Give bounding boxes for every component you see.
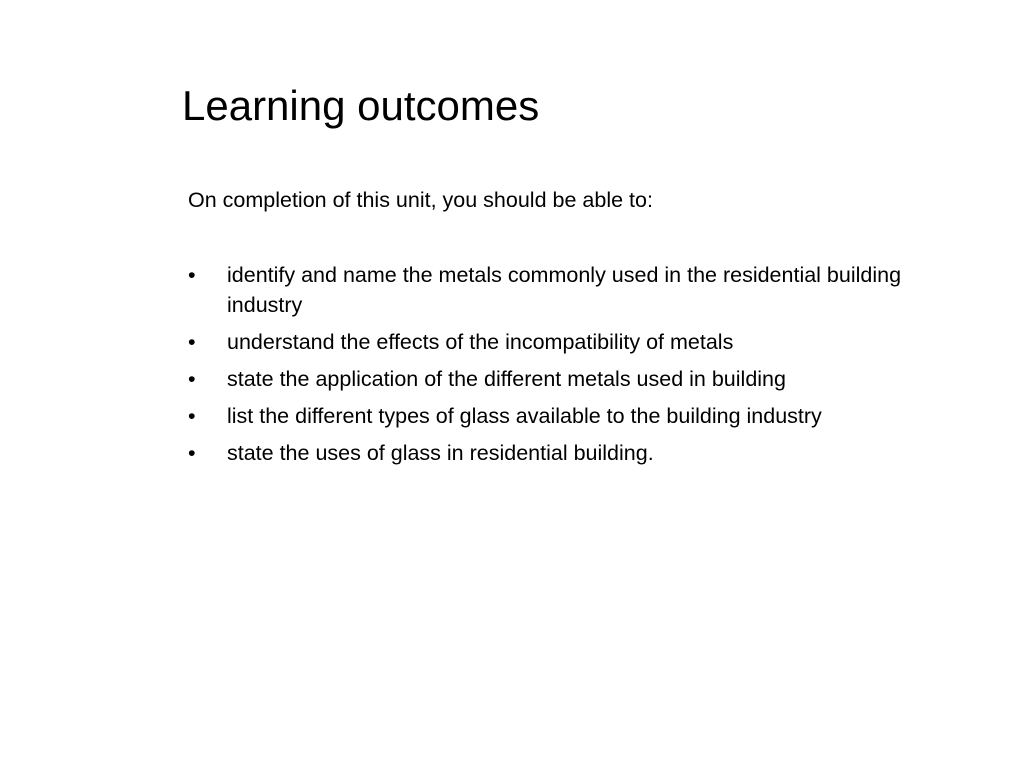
list-item (188, 401, 968, 431)
list-item-text: list the different types of glass available to the building industry (227, 404, 822, 428)
intro-text: On completion of this unit, you should be able to: (188, 188, 653, 212)
list-item-text: state the application of the different metals used in building (227, 367, 786, 391)
list-item (188, 260, 968, 320)
bullet-icon: • (188, 367, 196, 391)
bullet-icon: • (188, 441, 196, 465)
bullet-icon: • (188, 404, 196, 428)
list-item-text: understand the effects of the incompatibility of metals (227, 330, 734, 354)
list-item-text: identify and name the metals commonly used in the residential building industry (227, 263, 902, 317)
outcomes-list (188, 260, 968, 475)
list-item (188, 438, 968, 468)
list-item (188, 364, 968, 394)
list-item (188, 327, 968, 357)
bullet-icon: • (188, 263, 196, 287)
list-item-text: state the uses of glass in residential building. (227, 441, 654, 465)
slide-title: Learning outcomes (182, 82, 540, 129)
bullet-icon: • (188, 330, 196, 354)
